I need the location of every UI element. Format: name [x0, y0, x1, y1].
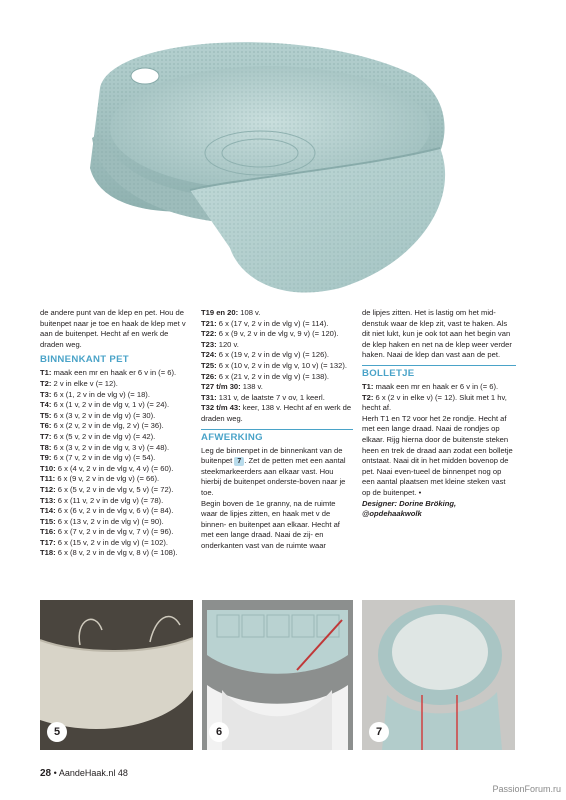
instruction-row: [362, 393, 516, 414]
designer-handle: @opdehaakwolk: [362, 509, 422, 519]
step-photo-6: [202, 600, 353, 750]
instruction-row: [40, 368, 193, 379]
row-label: T15:: [40, 516, 56, 526]
row-text: 6 x (7 v, 2 v in de vlg v, 7 v) (= 96).: [55, 527, 174, 537]
row-label: T14:: [40, 506, 56, 516]
row-label: T27 t/m 30:: [201, 382, 241, 392]
row-label: T10:: [40, 463, 56, 473]
row-label: T7:: [40, 431, 52, 441]
instruction-row: [40, 527, 193, 538]
row-text: 6 x (7 v, 2 v in de vlg v) (= 54).: [51, 453, 156, 463]
instruction-row: [40, 453, 193, 464]
row-label: T2:: [362, 392, 374, 402]
row-text: 108 v.: [238, 308, 261, 317]
row-label: T23:: [201, 339, 217, 349]
instruction-row: [201, 340, 353, 351]
photo-reference-badge: 7: [234, 457, 244, 466]
instruction-row: [201, 403, 353, 424]
photo-number-badge: 5: [47, 722, 67, 742]
instruction-row: [40, 432, 193, 443]
instruction-list-bolletje: [362, 382, 516, 414]
row-label: T12:: [40, 484, 56, 494]
row-text: 6 x (9 v, 2 v in de vlg v) (= 66).: [55, 474, 160, 484]
instruction-row: [40, 506, 193, 517]
photo-number-badge: 6: [209, 722, 229, 742]
instruction-row: [40, 411, 193, 422]
bolletje-text: Herh T1 en T2 voor het 2e rondje. Hecht af met een lange draad. Naai de rondjes op elkaar. Rijg hierna door de buitenste steken heen en trek de draad aan zodat een bolletje ontstaat. Naai dit in het midden bovenop de pet. Naai even-tueel de binnenpet nog op een aantal plaatsen met kleine steken vast op de buitenpet. •: [362, 413, 513, 497]
text-column-3: [362, 308, 516, 520]
step-photo-7: [362, 600, 515, 750]
row-label: T4:: [40, 400, 52, 410]
instruction-row: [40, 496, 193, 507]
afwerking-text-2: Begin boven de 1e granny, na de ruimte waar de lipjes zitten, en haak met v de binnen- en buitenpet aan elkaar. Hecht af met een lange draad. Naai de zij- en onderkanten vast van de ruimte waar: [201, 498, 340, 550]
row-label: T19 en 20:: [201, 308, 239, 317]
heading-binnenkant-pet: BINNENKANT PET: [40, 354, 129, 366]
column1-intro: de andere punt van de klep en pet. Hou de buitenpet naar je toe en haak de klep met v aan de buitenpet. Hecht af en werk de draden weg.: [40, 308, 186, 349]
row-text: 6 x (8 v, 2 v in de vlg v, 8 v) (= 108).: [55, 548, 178, 558]
row-label: T17:: [40, 537, 56, 547]
row-label: T32 t/m 43:: [201, 403, 241, 413]
instruction-row: [201, 319, 353, 330]
row-label: T18:: [40, 548, 56, 558]
row-text: 6 x (10 v, 2 v in de vlg v, 10 v) (= 132).: [216, 360, 347, 370]
photo-number-badge: 7: [369, 722, 389, 742]
instruction-row: [40, 517, 193, 528]
watermark: PassionForum.ru: [492, 784, 561, 794]
instruction-list-binnenkant: [40, 368, 193, 559]
text-column-1: [40, 308, 193, 559]
row-text: 6 x (15 v, 2 v in de vlg v) (= 102).: [55, 537, 168, 547]
row-label: T13:: [40, 495, 56, 505]
row-label: T25:: [201, 360, 217, 370]
row-text: 6 x (2 v, 2 v in de vlg, 2 v) (= 36).: [51, 421, 164, 431]
designer-credit: Designer: Dorine Bröking,: [362, 498, 457, 508]
row-label: T3:: [40, 389, 52, 399]
row-label: T5:: [40, 410, 52, 420]
row-text: 6 x (1 v, 2 v in de vlg v, 1 v) (= 24).: [51, 400, 170, 410]
heading-bolletje: BOLLETJE: [362, 365, 516, 380]
hero-photo-crochet-cap: [40, 18, 490, 303]
instruction-row: [40, 390, 193, 401]
row-text: 120 v.: [216, 339, 239, 349]
row-text: 6 x (6 v, 2 v in de vlg v, 6 v) (= 84).: [55, 506, 174, 516]
row-text: 6 x (2 v in elke v) (= 12). Sluit met 1 hv, hecht af.: [362, 392, 507, 413]
instruction-row: [201, 329, 353, 340]
instruction-row: [40, 548, 193, 559]
row-text: 2 v in elke v (= 12).: [51, 378, 118, 388]
instruction-row: [201, 382, 353, 393]
row-text: 6 x (4 v, 2 v in de vlg v, 4 v) (= 60).: [55, 463, 174, 473]
row-label: T11:: [40, 474, 56, 484]
row-label: T6:: [40, 421, 52, 431]
row-text: 6 x (1, 2 v in de vlg v) (= 18).: [51, 389, 150, 399]
instruction-row: [201, 308, 353, 319]
row-text: 6 x (5 v, 2 v in de vlg v) (= 42).: [51, 431, 156, 441]
heading-afwerking: AFWERKING: [201, 429, 353, 444]
row-label: T8:: [40, 442, 52, 452]
magazine-name: AandeHaak.nl 48: [58, 768, 128, 778]
instruction-row: [201, 361, 353, 372]
text-column-2: [201, 308, 353, 551]
instruction-row: [201, 350, 353, 361]
row-label: T24:: [201, 350, 217, 360]
row-label: T31:: [201, 392, 217, 402]
row-label: T1:: [362, 381, 374, 391]
afwerking-text: Leg de binnenpet in de binnenkant van de buitenpet 7 . Zet de petten met een aantal steekmarkeerders aan elkaar vast. Hou hierbij de buitenpet onderste-boven naar je toe.: [201, 445, 346, 497]
instruction-row: [362, 382, 516, 393]
row-text: 6 x (5 v, 2 v in de vlg v, 5 v) (= 72).: [55, 484, 174, 494]
row-text: 6 x (3 v, 2 v in de vlg v) (= 30).: [51, 410, 156, 420]
row-text: 6 x (17 v, 2 v in de vlg v) (= 114).: [216, 318, 329, 328]
instruction-row: [40, 464, 193, 475]
row-text: 131 v, de laatste 7 v ov, 1 keerl.: [216, 392, 325, 402]
row-text: keer, 138 v. Hecht af en werk de draden weg.: [201, 403, 352, 423]
row-text: 6 x (3 v, 2 v in de vlg v, 3 v) (= 48).: [51, 442, 170, 452]
footer-bullet: •: [53, 768, 57, 778]
instruction-row: [40, 379, 193, 390]
row-text: 6 x (9 v, 2 v in de vlg v, 9 v) (= 120).: [216, 329, 339, 339]
instruction-row: [40, 485, 193, 496]
row-text: maak een mr en haak er 6 v in (= 6).: [373, 381, 499, 391]
instruction-list-continued: [201, 308, 353, 425]
row-label: T22:: [201, 329, 217, 339]
instruction-row: [201, 393, 353, 404]
row-text: maak een mr en haak er 6 v in (= 6).: [51, 368, 177, 378]
instruction-row: [40, 400, 193, 411]
row-text: 6 x (21 v, 2 v in de vlg v) (= 138).: [216, 371, 329, 381]
row-text: 6 x (11 v, 2 v in de vlg v) (= 78).: [55, 495, 164, 505]
row-label: T16:: [40, 527, 56, 537]
page-footer: [40, 767, 128, 780]
row-label: T1:: [40, 368, 52, 378]
row-text: 6 x (13 v, 2 v in de vlg v) (= 90).: [55, 516, 164, 526]
instruction-row: [201, 372, 353, 383]
row-label: T21:: [201, 318, 217, 328]
column3-intro: de lipjes zitten. Het is lastig om het mid-denstuk waar de klep zit, vast te haken. Als dit niet lukt, kun je ook tot aan het begin van de klep haken en net na de klep weer verder haken. Naai de klep dan vast aan de pet.: [362, 308, 512, 360]
row-text: 138 v.: [240, 382, 263, 392]
page-number: 28: [40, 768, 52, 779]
instruction-row: [40, 443, 193, 454]
row-label: T26:: [201, 371, 217, 381]
instruction-row: [40, 538, 193, 549]
instruction-row: [40, 474, 193, 485]
step-photo-5: [40, 600, 193, 750]
instruction-row: [40, 421, 193, 432]
row-label: T2:: [40, 378, 52, 388]
row-text: 6 x (19 v, 2 v in de vlg v) (= 126).: [216, 350, 329, 360]
row-label: T9:: [40, 453, 52, 463]
